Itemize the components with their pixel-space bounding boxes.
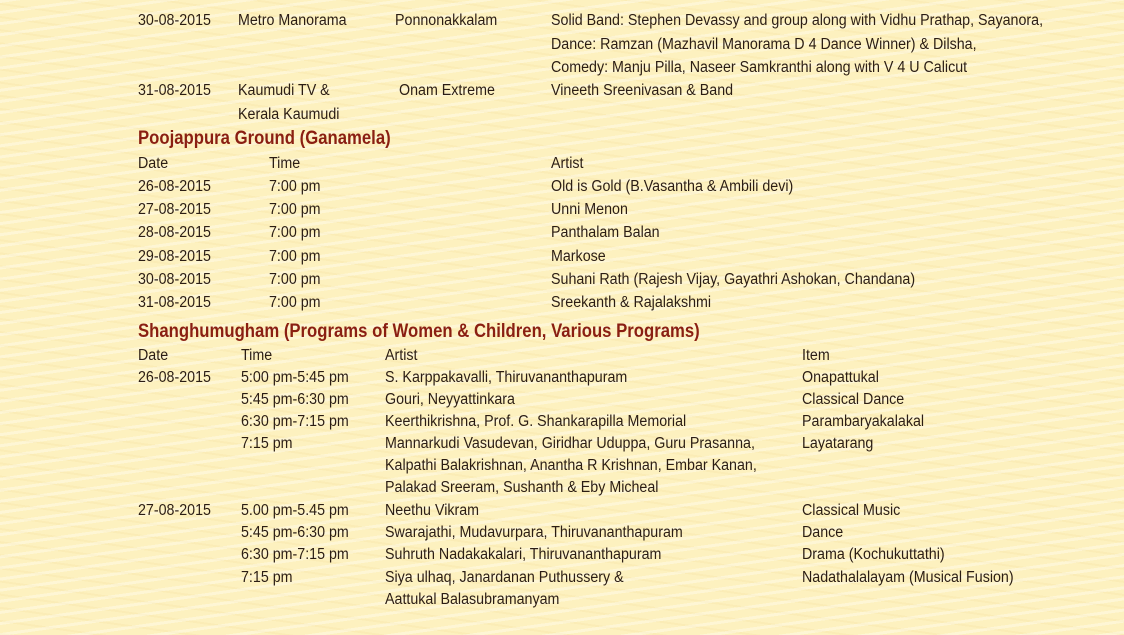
item-cell: Parambaryakalakal [802,413,925,430]
date-cell: 29-08-2015 [138,248,211,265]
item-cell: Nadathalalayam (Musical Fusion) [802,569,1014,586]
program-cell: Onam Extreme [399,82,495,99]
artist-cell: Solid Band: Stephen Devassy and group along with Vidhu Prathap, Sayanora, [551,12,1044,29]
time-cell: 6:30 pm-7:15 pm [241,546,349,563]
column-header-item: Item [802,347,830,364]
column-header-artist: Artist [551,155,584,172]
artist-cell: Unni Menon [551,201,628,218]
time-cell: 5:45 pm-6:30 pm [241,391,349,408]
item-cell: Drama (Kochukuttathi) [802,546,945,563]
artist-cell: Dance: Ramzan (Mazhavil Manorama D 4 Dance Winner) & Dilsha, [551,36,977,53]
time-cell: 7:15 pm [241,569,293,586]
item-cell: Classical Dance [802,391,905,408]
date-cell: 27-08-2015 [138,201,211,218]
program-cell: Ponnonakkalam [395,12,498,29]
column-header-date: Date [138,155,169,172]
item-cell: Classical Music [802,502,901,519]
artist-cell: Gouri, Neyyattinkara [385,391,515,408]
artist-cell: Vineeth Sreenivasan & Band [551,82,734,99]
column-header-date: Date [138,347,169,364]
artist-cell: Swarajathi, Mudavurpara, Thiruvananthapuram [385,524,683,541]
artist-cell: Suhruth Nadakakalari, Thiruvananthapuram [385,546,662,563]
time-cell: 7:00 pm [269,201,321,218]
time-cell: 7:00 pm [269,271,321,288]
artist-cell: Kalpathi Balakrishnan, Anantha R Krishnan, Embar Kanan, [385,457,757,474]
time-cell: 7:00 pm [269,248,321,265]
time-cell: 5:00 pm-5:45 pm [241,369,349,386]
time-cell: 7:00 pm [269,224,321,241]
date-cell: 30-08-2015 [138,12,211,29]
artist-cell: Keerthikrishna, Prof. G. Shankarapilla Memorial [385,413,687,430]
artist-cell: Siya ulhaq, Janardanan Puthussery & [385,569,624,586]
date-cell: 27-08-2015 [138,502,211,519]
time-cell: 5:45 pm-6:30 pm [241,524,349,541]
date-cell: 26-08-2015 [138,369,211,386]
artist-cell: S. Karppakavalli, Thiruvananthapuram [385,369,628,386]
sponsor-cell: Kerala Kaumudi [238,106,340,123]
column-header-time: Time [241,347,273,364]
artist-cell: Comedy: Manju Pilla, Naseer Samkranthi along with V 4 U Calicut [551,59,968,76]
section-heading: Poojappura Ground (Ganamela) [138,128,391,149]
item-cell: Layatarang [802,435,874,452]
time-cell: 7:15 pm [241,435,293,452]
date-cell: 30-08-2015 [138,271,211,288]
time-cell: 7:00 pm [269,294,321,311]
artist-cell: Old is Gold (B.Vasantha & Ambili devi) [551,178,794,195]
date-cell: 31-08-2015 [138,294,211,311]
date-cell: 28-08-2015 [138,224,211,241]
time-cell: 6:30 pm-7:15 pm [241,413,349,430]
artist-cell: Aattukal Balasubramanyam [385,591,560,608]
sponsor-cell: Kaumudi TV & [238,82,330,99]
artist-cell: Neethu Vikram [385,502,480,519]
artist-cell: Mannarkudi Vasudevan, Giridhar Uduppa, Guru Prasanna, [385,435,755,452]
item-cell: Dance [802,524,844,541]
artist-cell: Suhani Rath (Rajesh Vijay, Gayathri Ashokan, Chandana) [551,271,916,288]
artist-cell: Sreekanth & Rajalakshmi [551,294,712,311]
time-cell: 7:00 pm [269,178,321,195]
artist-cell: Palakad Sreeram, Sushanth & Eby Micheal [385,479,659,496]
column-header-artist: Artist [385,347,418,364]
time-cell: 5.00 pm-5.45 pm [241,502,349,519]
item-cell: Onapattukal [802,369,879,386]
column-header-time: Time [269,155,301,172]
section-heading: Shanghumugham (Programs of Women & Children, Various Programs) [138,321,700,342]
date-cell: 31-08-2015 [138,82,211,99]
date-cell: 26-08-2015 [138,178,211,195]
artist-cell: Panthalam Balan [551,224,660,241]
sponsor-cell: Metro Manorama [238,12,347,29]
artist-cell: Markose [551,248,606,265]
